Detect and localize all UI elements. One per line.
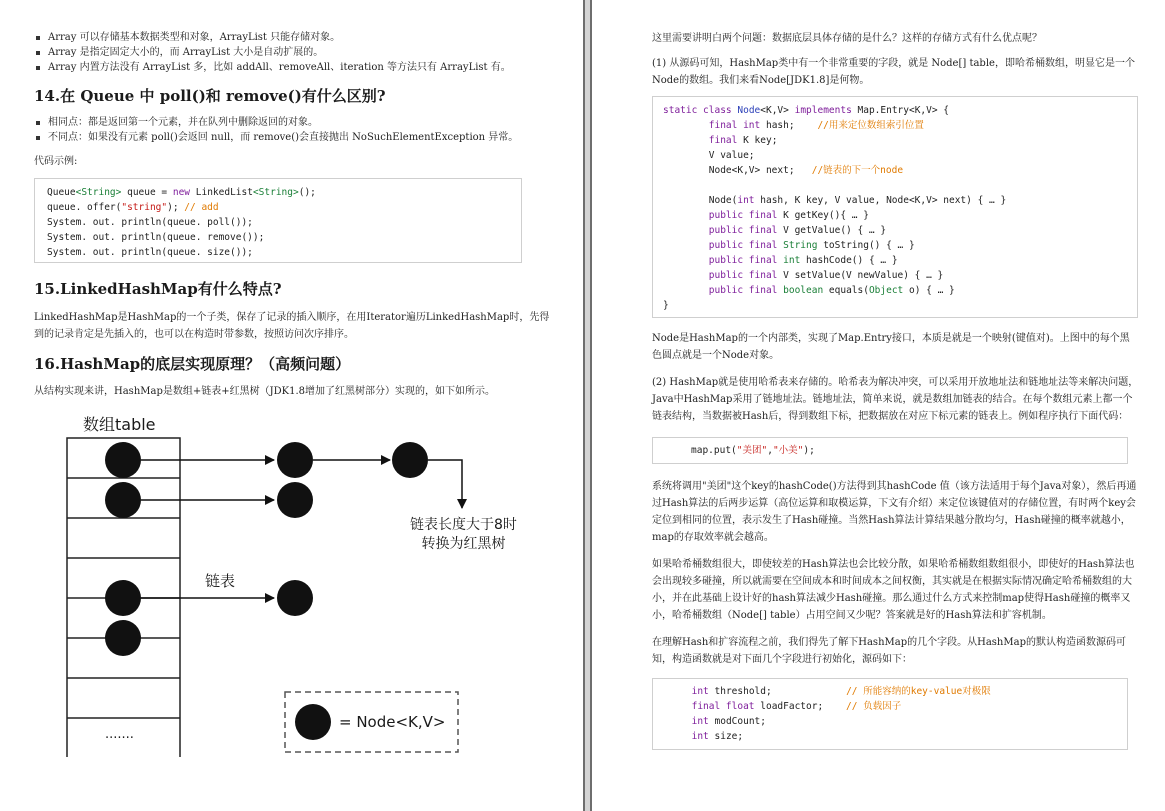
code-line: Node(int hash, K key, V value, Node<K,V> next) { … } <box>663 195 1007 206</box>
array-table-label: 数组table <box>83 415 156 434</box>
hashmap-diagram-graphic <box>39 412 509 757</box>
treeify-note-line: 链表长度大于8时 <box>410 517 517 533</box>
code-line: public final K getKey(){ … } <box>708 210 869 221</box>
code-line: int size; <box>691 731 744 742</box>
code-line: map.put("美团","小美"); <box>691 445 815 456</box>
node-dot <box>105 580 141 616</box>
hashmap-structure-diagram <box>39 412 517 757</box>
code-line: public final String toString() { … } <box>708 240 915 251</box>
code-line: queue. offer("string"); // add <box>47 202 219 213</box>
array-ellipsis: ....... <box>105 727 134 742</box>
list-item: 不同点：如果没有元素 poll()会返回 null，而 remove()会直接抛出 NoSuchElementException 异常。 <box>34 130 553 145</box>
array-vs-arraylist-list <box>34 30 553 75</box>
q15-heading: 15.LinkedHashMap有什么特点? <box>34 280 282 298</box>
q14-code-block <box>34 178 522 263</box>
node-dot <box>105 482 141 518</box>
list-item: Array 内置方法没有 ArrayList 多，比如 addAll、removeAll、iteration 等方法只有 ArrayList 有。 <box>34 60 553 75</box>
q15-paragraph: LinkedHashMap是HashMap的一个子类，保存了记录的插入顺序，在用Iterator遍历LinkedHashMap时，先得到的记录肯定是先插入的，也可以在构造时带参数，按照访问次序排序。 <box>34 312 550 340</box>
code-line: final int hash; //用来定位数组索引位置 <box>708 120 924 131</box>
list-item: 相同点：都是返回第一个元素，并在队列中删除返回的对象。 <box>34 115 553 130</box>
page-divider <box>583 0 592 811</box>
code-line: V value; <box>663 150 755 161</box>
list-item: Array 是指定固定大小的，而 ArrayList 大小是自动扩展的。 <box>34 45 553 60</box>
linked-list-label: 链表 <box>205 572 236 590</box>
code-line: Queue<String> queue = new LinkedList<String>(); <box>47 187 316 198</box>
treeify-note-line: 转换为红黑树 <box>421 536 506 552</box>
fields-intro-paragraph: 在理解Hash和扩容流程之前，我们得先了解下HashMap的几个字段。从HashMap的默认构造函数源码可知，构造函数就是对下面几个字段进行初始化，源码如下： <box>652 637 1126 665</box>
code-line: int threshold; // 所能容纳的key-value对极限 <box>691 686 991 697</box>
node-explanation-paragraph: Node是HashMap的一个内部类，实现了Map.Entry接口，本质是就是一个映射(键值对)。上图中的每个黑色圆点就是一个Node对象。 <box>652 333 1130 361</box>
right-page <box>592 0 1165 811</box>
code-line: public final V setValue(V newValue) { … } <box>708 270 944 281</box>
code-line: public final V getValue() { … } <box>708 225 887 236</box>
intro-paragraph: 这里需要讲明白两个问题：数据底层具体存储的是什么？这样的存储方式有什么优点呢？ <box>652 33 1042 44</box>
node-dot <box>277 482 313 518</box>
q14-heading: 14.在 Queue 中 poll()和 remove()有什么区别? <box>34 87 386 105</box>
map-put-code-block <box>652 437 1128 464</box>
code-line: static class Node<K,V> implements Map.Entry<K,V> { <box>663 105 950 116</box>
node-dot <box>277 442 313 478</box>
q16-paragraph: 从结构实现来讲，HashMap是数组+链表+红黑树（JDK1.8增加了红黑树部分）实现的，如下如所示。 <box>34 386 496 397</box>
code-line <box>663 178 1127 193</box>
node-dot <box>277 580 313 616</box>
code-line: System. out. println(queue. size()); <box>47 247 253 258</box>
q16-heading: 16.HashMap的底层实现原理？（高频问题） <box>34 355 351 373</box>
hashmap-fields-code-block <box>652 678 1128 750</box>
node-dot <box>105 442 141 478</box>
code-line: final float loadFactor; // 负载因子 <box>691 701 902 712</box>
code-line: final K key; <box>708 135 778 146</box>
code-line: public final boolean equals(Object o) { … } <box>708 285 955 296</box>
treeify-note <box>410 516 517 554</box>
legend-text: = Node<K,V> <box>339 713 446 731</box>
bucket-size-paragraph: 如果哈希桶数组很大，即使较差的Hash算法也会比较分散，如果哈希桶数组数组很小，即使好的Hash算法也会出现较多碰撞，所以就需要在空间成本和时间成本之间权衡，其实就是在根据实际情况确定哈希桶数组的大小，并在此基础上设计好的hash算法减少Hash碰撞。那么通过什么方式来控制map使得Hash碰撞的概率又小，哈希桶数组（Node[] table）占用空间又少呢？答案就是好的Hash算法和扩容机制。 <box>652 559 1135 621</box>
hash-table-paragraph: (2) HashMap就是使用哈希表来存储的。哈希表为解决冲突，可以采用开放地址法和链地址法等来解决问题，Java中HashMap采用了链地址法。链地址法，简单来说，就是数组加链表的结合。在每个数组元素上都一个链表结构，当数据被Hash后，得到数组下标，把数据放在对应下标元素的链表上。例如程序执行下面代码： <box>652 377 1139 422</box>
legend-node-dot <box>295 704 331 740</box>
code-line: System. out. println(queue. remove()); <box>47 232 265 243</box>
hashcode-paragraph: 系统将调用"美团"这个key的hashCode()方法得到其hashCode 值（该方法适用于每个Java对象），然后再通过Hash算法的后两步运算（高位运算和取模运算，下文有介绍）来定位该键值对的存储位置，有时两个key会定位到相同的位置，表示发生了Hash碰撞。当然Hash算法计算结果越分散均匀，Hash碰撞的概率就越小，map的存取效率就会越高。 <box>652 481 1137 543</box>
node-class-code-block <box>652 96 1138 318</box>
list-item: Array 可以存储基本数据类型和对象，ArrayList 只能存储对象。 <box>34 30 553 45</box>
node-dot <box>392 442 428 478</box>
code-line: public final int hashCode() { … } <box>708 255 898 266</box>
code-line: Node<K,V> next; //链表的下一个node <box>663 165 904 176</box>
code-example-label: 代码示例: <box>34 156 78 167</box>
node-dot <box>105 620 141 656</box>
node-source-paragraph: (1) 从源码可知，HashMap类中有一个非常重要的字段，就是 Node[] table，即哈希桶数组，明显它是一个Node的数组。我们来看Node[JDK1.8]是何物。 <box>652 58 1135 86</box>
code-line: } <box>663 300 669 311</box>
q14-list <box>34 115 553 145</box>
code-line: int modCount; <box>691 716 766 727</box>
code-line: System. out. println(queue. poll()); <box>47 217 253 228</box>
